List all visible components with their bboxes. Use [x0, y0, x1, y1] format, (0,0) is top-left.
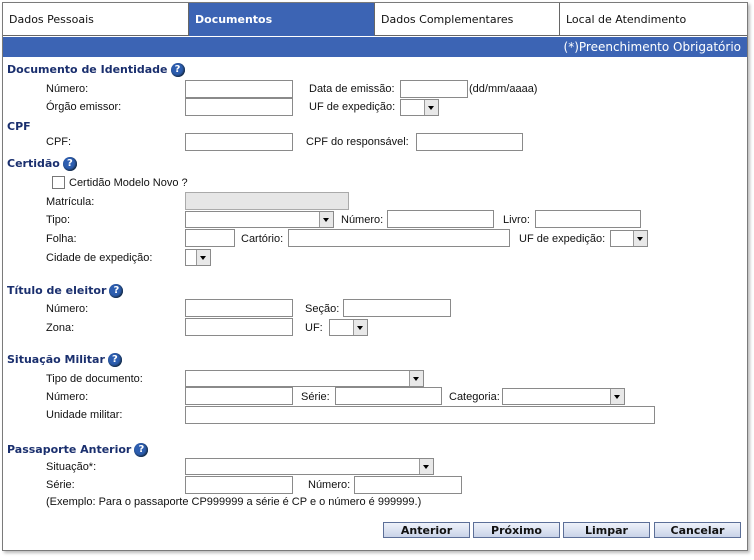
passaporte-numero-input[interactable]: [354, 476, 462, 494]
titulo-uf-select[interactable]: [329, 319, 368, 336]
chevron-down-icon: [633, 231, 647, 246]
tipo-documento-select[interactable]: [185, 370, 424, 387]
situacao-label: Situação*:: [46, 461, 97, 473]
chevron-down-icon: [319, 212, 333, 227]
passaporte-serie-label: Série:: [46, 479, 75, 491]
certidao-tipo-label: Tipo:: [46, 214, 71, 226]
militar-numero-label: Número:: [46, 391, 89, 403]
section-certidao-title: Certidão: [7, 157, 60, 170]
certidao-tipo-select[interactable]: [185, 211, 334, 228]
passaporte-exemplo: (Exemplo: Para o passaporte CP999999 a série é CP e o número é 999999.): [46, 496, 422, 508]
cancelar-button[interactable]: Cancelar: [654, 522, 741, 538]
identidade-numero-input[interactable]: [185, 80, 293, 98]
unidade-militar-input[interactable]: [185, 406, 655, 424]
categoria-select[interactable]: [502, 388, 625, 405]
proximo-button[interactable]: Próximo: [473, 522, 560, 538]
titulo-numero-label: Número:: [46, 303, 89, 315]
tipo-documento-label: Tipo de documento:: [46, 373, 143, 385]
chevron-down-icon: [419, 459, 433, 474]
anterior-button[interactable]: Anterior: [383, 522, 470, 538]
form-window: [2, 2, 748, 551]
section-titulo-eleitor: [7, 284, 123, 298]
identidade-numero-label: Número:: [46, 83, 89, 95]
section-passaporte: [7, 443, 148, 457]
identidade-uf-label: UF de expedição:: [309, 101, 396, 113]
tab-local-atendimento[interactable]: Local de Atendimento: [560, 3, 747, 36]
section-titulo-title: Título de eleitor: [7, 284, 107, 297]
date-format-hint: (dd/mm/aaaa): [469, 83, 538, 95]
tab-dados-pessoais[interactable]: Dados Pessoais: [3, 3, 189, 36]
section-situacao-militar: [7, 353, 122, 367]
matricula-label: Matrícula:: [46, 196, 95, 208]
certidao-uf-select[interactable]: [610, 230, 648, 247]
section-cpf: [7, 120, 31, 133]
modelo-novo-checkbox[interactable]: [52, 176, 65, 189]
situacao-select[interactable]: [185, 458, 434, 475]
limpar-button[interactable]: Limpar: [563, 522, 650, 538]
cidade-expedicao-select[interactable]: [185, 249, 211, 266]
secao-input[interactable]: [343, 299, 451, 317]
section-passaporte-title: Passaporte Anterior: [7, 443, 132, 456]
folha-input[interactable]: [185, 229, 235, 247]
orgao-emissor-input[interactable]: [185, 98, 293, 116]
folha-label: Folha:: [46, 233, 77, 245]
cpf-responsavel-input[interactable]: [416, 133, 523, 151]
cpf-input[interactable]: [185, 133, 293, 151]
titulo-uf-label: UF:: [305, 322, 323, 334]
modelo-novo-label: Certidão Modelo Novo ?: [69, 177, 188, 189]
help-icon[interactable]: ?: [109, 284, 123, 298]
data-emissao-input[interactable]: [400, 80, 468, 98]
militar-numero-input[interactable]: [185, 387, 293, 405]
matricula-input[interactable]: [185, 192, 349, 210]
section-cpf-title: CPF: [7, 120, 31, 133]
help-icon[interactable]: ?: [63, 157, 77, 171]
livro-input[interactable]: [535, 210, 641, 228]
secao-label: Seção:: [305, 303, 340, 315]
chevron-down-icon: [196, 250, 210, 265]
data-emissao-label: Data de emissão:: [309, 83, 395, 95]
certidao-uf-label: UF de expedição:: [519, 233, 606, 245]
zona-input[interactable]: [185, 318, 293, 336]
cartorio-input[interactable]: [288, 229, 510, 247]
chevron-down-icon: [610, 389, 624, 404]
titulo-numero-input[interactable]: [185, 299, 293, 317]
chevron-down-icon: [424, 100, 438, 115]
help-icon[interactable]: ?: [134, 443, 148, 457]
passaporte-serie-input[interactable]: [185, 476, 293, 494]
identidade-uf-select[interactable]: [400, 99, 439, 116]
certidao-numero-label: Número:: [341, 214, 384, 226]
passaporte-numero-label: Número:: [308, 479, 351, 491]
cpf-responsavel-label: CPF do responsável:: [306, 136, 409, 148]
chevron-down-icon: [409, 371, 423, 386]
section-identidade-title: Documento de Identidade: [7, 63, 168, 76]
help-icon[interactable]: ?: [108, 353, 122, 367]
chevron-down-icon: [353, 320, 367, 335]
zona-label: Zona:: [46, 322, 75, 334]
cidade-expedicao-label: Cidade de expedição:: [46, 252, 153, 264]
section-militar-title: Situação Militar: [7, 353, 105, 366]
tab-dados-complementares[interactable]: Dados Complementares: [375, 3, 560, 36]
militar-serie-input[interactable]: [335, 387, 442, 405]
livro-label: Livro:: [503, 214, 530, 226]
help-icon[interactable]: ?: [171, 63, 185, 77]
section-certidao: [7, 157, 77, 171]
certidao-numero-input[interactable]: [387, 210, 494, 228]
categoria-label: Categoria:: [449, 391, 500, 403]
tab-documentos[interactable]: Documentos: [189, 3, 375, 36]
militar-serie-label: Série:: [301, 391, 330, 403]
section-identidade: [7, 63, 185, 77]
cpf-label: CPF:: [46, 136, 72, 148]
orgao-emissor-label: Órgão emissor:: [46, 101, 122, 113]
tab-bar: [3, 3, 747, 37]
unidade-militar-label: Unidade militar:: [46, 409, 123, 421]
required-note: (*)Preenchimento Obrigatório: [563, 40, 741, 54]
cartorio-label: Cartório:: [241, 233, 284, 245]
